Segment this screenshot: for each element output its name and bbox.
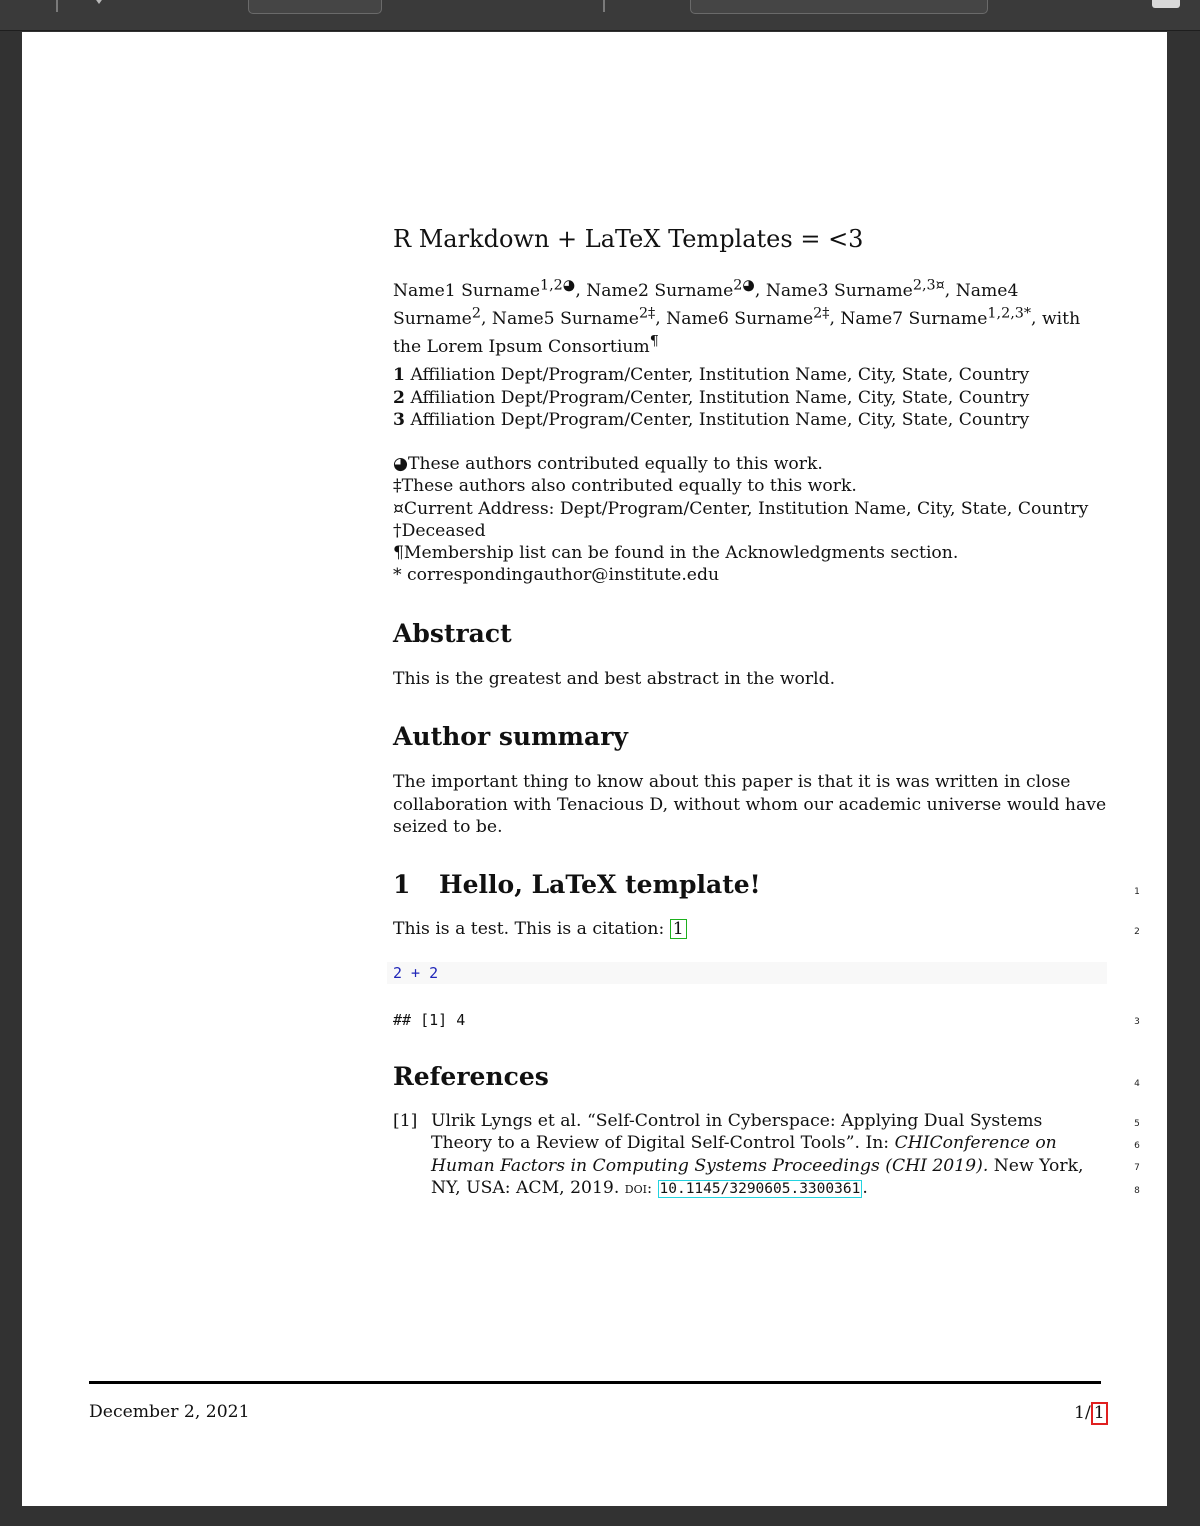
toolbar-page-field[interactable] xyxy=(690,0,988,14)
footer-date: December 2, 2021 xyxy=(89,1402,250,1422)
line-number: 6 xyxy=(1134,1141,1140,1151)
author: Name5 Surname$^{2\ddagger}$ xyxy=(491,305,656,329)
line-number: 7 xyxy=(1134,1163,1140,1173)
doi-link[interactable]: 10.1145/3290605.3300361 xyxy=(659,1180,861,1197)
footer-page-number: 1/ 1 xyxy=(1074,1402,1108,1425)
window-control-icon[interactable] xyxy=(1152,0,1180,8)
reference-body: Ulrik Lyngs et al. “Self-Control in Cyberspace: Applying Dual Systems Theory to a Review of Digital Self-Control Tools”. In: CHIConference on Human Factors in Computing Systems Proceedings (CHI 2019). New York, NY, USA: ACM, 2019. doi: 10.1145/3290605.3300361 . xyxy=(431,1111,1084,1198)
author: Name6 Surname$^{2\ddagger}$ xyxy=(666,305,830,329)
author-note: ◕These authors contributed equally to this work. xyxy=(393,454,823,474)
author-note: ¤Current Address: Dept/Program/Center, Institution Name, City, State, Country xyxy=(393,498,1089,519)
affiliation-list xyxy=(393,364,1108,432)
corresponding-email: * correspondingauthor@institute.edu xyxy=(393,565,720,586)
author-note: ‡These authors also contributed equally to this work. xyxy=(393,476,857,497)
author: Name1 Surname$^{1,2◕}$ xyxy=(393,277,576,301)
line-number: 5 xyxy=(1134,1119,1140,1129)
line-number: 8 xyxy=(1134,1186,1140,1196)
abstract-heading: Abstract xyxy=(393,619,512,648)
code-block xyxy=(387,962,1107,984)
author: Name4 Surname$^2$ xyxy=(393,280,1019,329)
affiliation: 2 Affiliation Dept/Program/Center, Institution Name, City, State, Country xyxy=(393,387,1030,408)
toolbar-separator xyxy=(603,0,605,12)
paper-title: R Markdown + LaTeX Templates = <3 xyxy=(393,225,864,253)
consortium: with the Lorem Ipsum Consortium¶ xyxy=(393,308,1081,358)
reference-venue: CHIConference on Human Factors in Computing Systems Proceedings (CHI 2019). xyxy=(431,1133,1057,1176)
code-text: 2 + 2 xyxy=(393,964,439,982)
author: Name7 Surname$^{1,2,3*}$ xyxy=(840,305,1032,329)
affiliation: 3 Affiliation Dept/Program/Center, Institution Name, City, State, Country xyxy=(393,410,1030,430)
author-note: †Deceased xyxy=(393,520,486,541)
section-title: Hello, LaTeX template! xyxy=(439,870,761,899)
affiliation: 1 Affiliation Dept/Program/Center, Institution Name, City, State, Country xyxy=(393,365,1030,385)
doi-label: doi: xyxy=(624,1178,653,1197)
line-number: 2 xyxy=(1134,927,1140,937)
toolbar-button-left[interactable] xyxy=(248,0,382,14)
section-heading xyxy=(393,870,1108,900)
footer-rule xyxy=(89,1381,1101,1384)
toolbar-separator xyxy=(56,0,58,12)
author-summary-heading: Author summary xyxy=(393,722,628,751)
section-number: 1 xyxy=(393,870,411,899)
total-pages-link[interactable]: 1 xyxy=(1091,1402,1108,1425)
author: Name3 Surname$^{2,3¤}$ xyxy=(765,277,945,301)
author-note: ¶Membership list can be found in the Acknowledgments section. xyxy=(393,543,959,564)
viewer-toolbar xyxy=(0,0,1200,31)
author-summary-text: The important thing to know about this paper is that it is was written in close collaboration with Tenacious D, without whom our academic universe would have seized to be. xyxy=(393,772,1107,837)
code-output: ## [1] 4 xyxy=(393,1011,466,1029)
line-number: 1 xyxy=(1134,887,1140,897)
section-paragraph: This is a test. This is a citation: 1 xyxy=(393,918,1108,940)
references-heading: References xyxy=(393,1062,549,1091)
abstract-text: This is the greatest and best abstract in the world. xyxy=(393,669,836,689)
author-list: Name1 Surname$^{1,2◕}$, Name2 Surname$^{2◕}$, Name3 Surname$^{2,3¤}$, Name4 Surname$^2$, Name5 Surname$^{2\ddagger}$, Name6 Surname$^{2\ddagger}$, Name7 Surname$^{1,2,3*}$, with the Lorem Ipsum Consortium¶ xyxy=(393,277,1081,358)
pdf-page xyxy=(22,32,1167,1506)
citation-link[interactable]: 1 xyxy=(670,919,687,939)
line-number: 3 xyxy=(1134,1017,1140,1027)
dropdown-arrow-icon[interactable] xyxy=(86,0,112,4)
reference-label: [1] xyxy=(393,1111,418,1131)
author: Name2 Surname$^{2◕}$ xyxy=(586,277,755,301)
line-number: 4 xyxy=(1134,1079,1140,1089)
author-notes xyxy=(393,453,1108,587)
